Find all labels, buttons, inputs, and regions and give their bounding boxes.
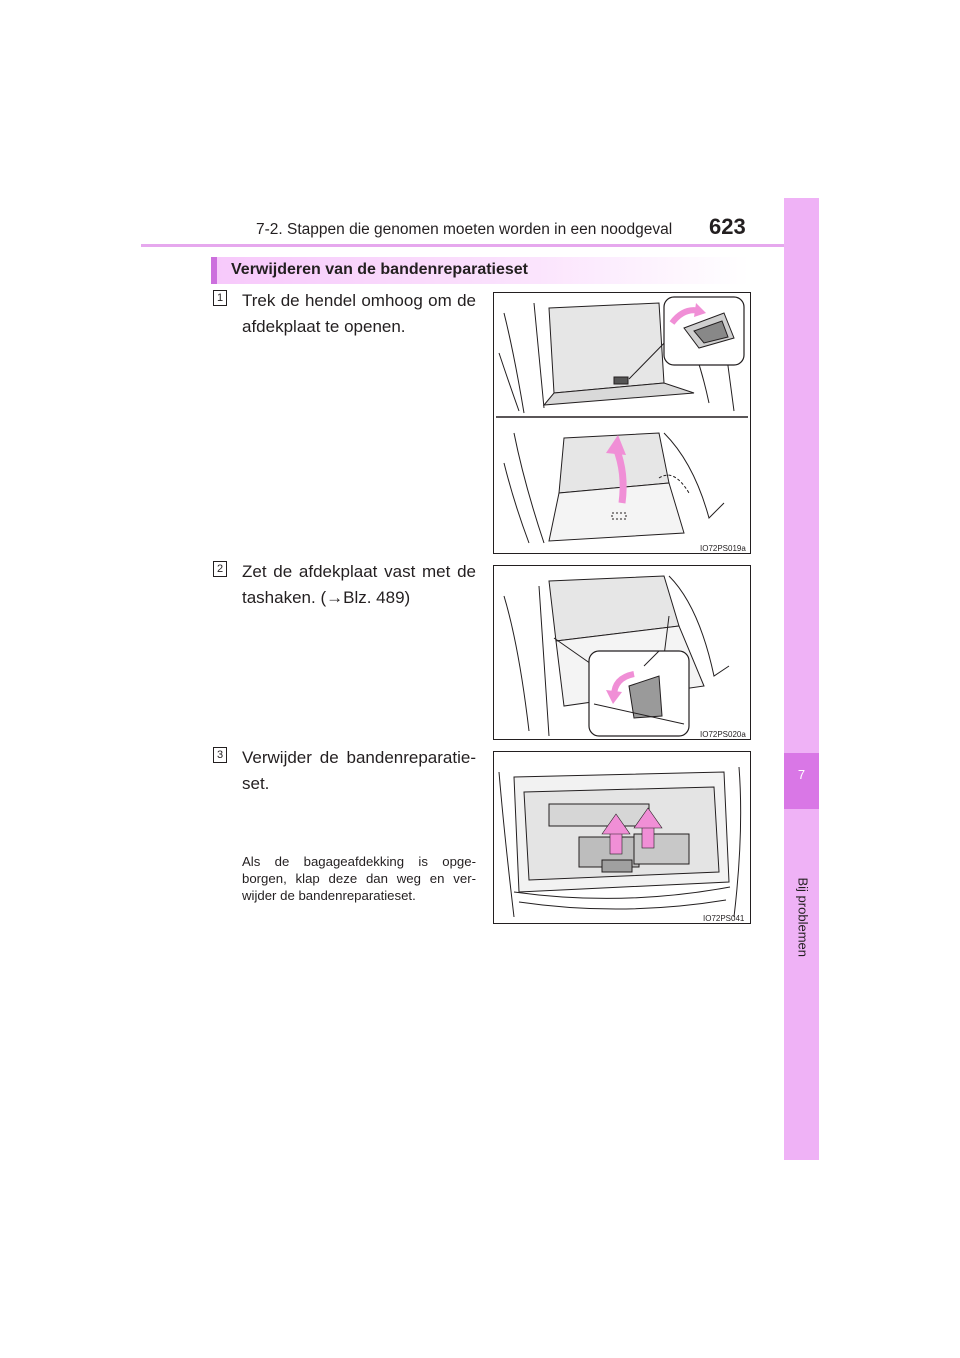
running-header: 7-2. Stappen die genomen moeten worden in een noodgeval (256, 221, 673, 238)
step-3-figure-code: IO72PS041 (703, 914, 745, 923)
tashaken-illustration (494, 566, 750, 739)
step-2-figure-code: IO72PS020a (700, 730, 746, 739)
chapter-number: 7 (797, 767, 806, 782)
step-1-illustration (493, 292, 751, 554)
header-rule (141, 244, 819, 247)
step-1-badge: 1 (213, 290, 227, 306)
chapter-label: Bij problemen (795, 877, 811, 957)
step-1-figure-code: IO72PS019a (700, 544, 746, 553)
step-3-text: Verwijder de bandenreparatie-set. (242, 748, 476, 793)
trunk-cover-illustration (494, 293, 750, 553)
repair-kit-illustration (494, 752, 750, 923)
page-number: 623 (709, 214, 746, 239)
step-3-illustration (493, 751, 751, 924)
step-2-illustration (493, 565, 751, 740)
step-3-badge: 3 (213, 747, 227, 763)
chapter-side-tab (784, 198, 819, 1160)
step-2-text: Zet de afdekplaat vast met de tashaken. (→Blz. 489) (242, 562, 476, 607)
step-1-text: Trek de hendel omhoog om de afdekplaat te openen. (242, 291, 476, 336)
section-heading-text: Verwijderen van de bandenreparatieset (231, 261, 529, 278)
step-3-note: Als de bagageafdekking is opge-borgen, klap deze dan weg en ver-wijder de bandenreparatieset. (242, 854, 476, 903)
step-2-badge: 2 (213, 561, 227, 577)
section-heading (211, 257, 749, 284)
